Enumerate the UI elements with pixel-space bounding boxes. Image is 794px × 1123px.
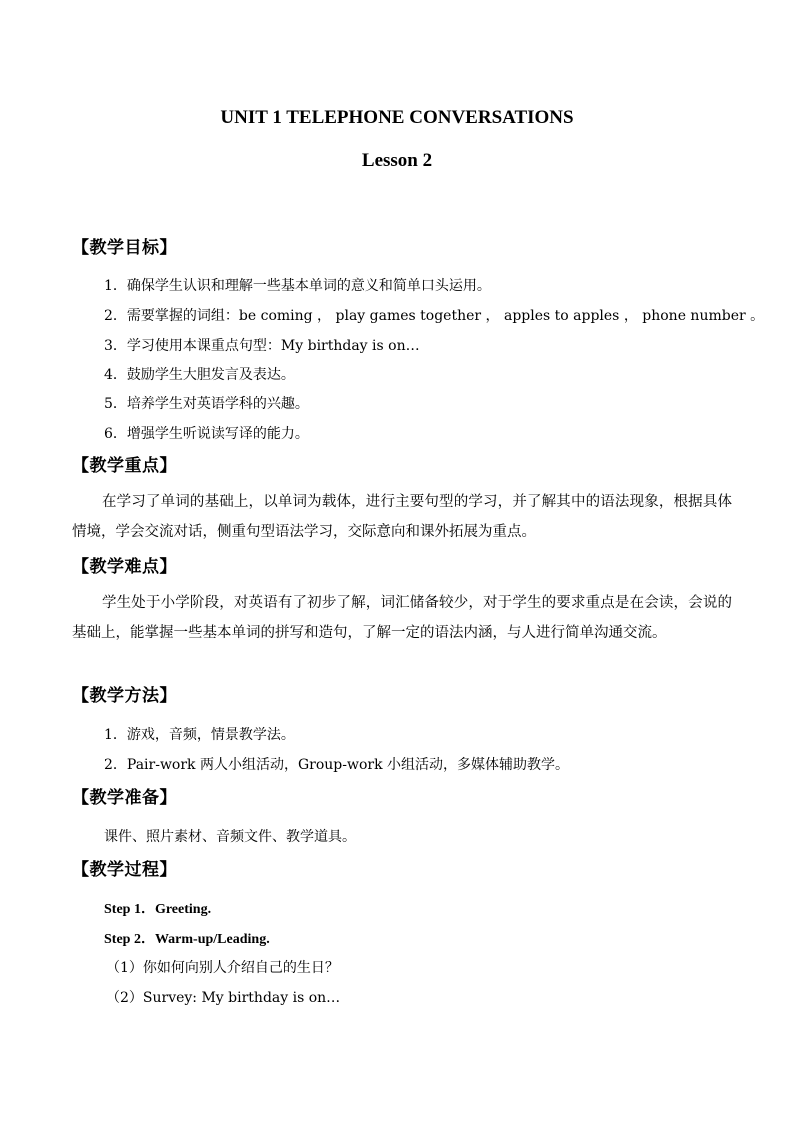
objective-item: 1．确保学生认识和理解一些基本单词的意义和简单口头运用。 [104,278,491,294]
process-sub-item: （1）你如何向别人介绍自己的生日？ [106,960,339,976]
method-item: 2．Pair-work 两人小组活动，Group-work 小组活动，多媒体辅助教学。 [104,757,570,773]
objective-item: 4．鼓励学生大胆发言及表达。 [104,367,295,383]
objective-item: 3．学习使用本课重点句型：My birthday is on… [104,338,420,354]
process-step: Step 2．Warm-up/Leading. [104,932,270,947]
method-item: 1．游戏，音频，情景教学法。 [104,727,295,743]
page-title: UNIT 1 TELEPHONE CONVERSATIONS [220,107,574,128]
objective-item: 6．增强学生听说读写译的能力。 [104,426,309,442]
process-step: Step 1．Greeting. [104,902,212,917]
lesson-subtitle: Lesson 2 [361,150,433,171]
objective-item: 2．需要掌握的词组：be coming ， play games together ， apples to apples ， phone number 。 [104,308,765,324]
preparation-text: 课件、照片素材、音频文件、教学道具。 [104,829,356,845]
objective-item: 5．培养学生对英语学科的兴趣。 [104,396,309,412]
process-sub-item: （2）Survey: My birthday is on… [106,990,341,1006]
key-points-text: 在学习了单词的基础上，以单词为载体，进行主要句型的学习，并了解其中的语法现象，根据具体情境，学会交流对话，侧重句型语法学习，交际意向和课外拓展为重点。 [72,494,732,540]
process-heading: 【教学过程】 [72,860,177,880]
key-points-heading: 【教学重点】 [72,456,177,476]
difficulties-text: 学生处于小学阶段，对英语有了初步了解，词汇储备较少，对于学生的要求重点是在会读，会说的基础上，能掌握一些基本单词的拼写和造句，了解一定的语法内涵，与人进行简单沟通交流。 [72,595,732,641]
objectives-heading: 【教学目标】 [72,238,177,258]
methods-heading: 【教学方法】 [72,686,177,706]
preparation-heading: 【教学准备】 [72,788,177,808]
difficulties-heading: 【教学难点】 [72,557,177,577]
